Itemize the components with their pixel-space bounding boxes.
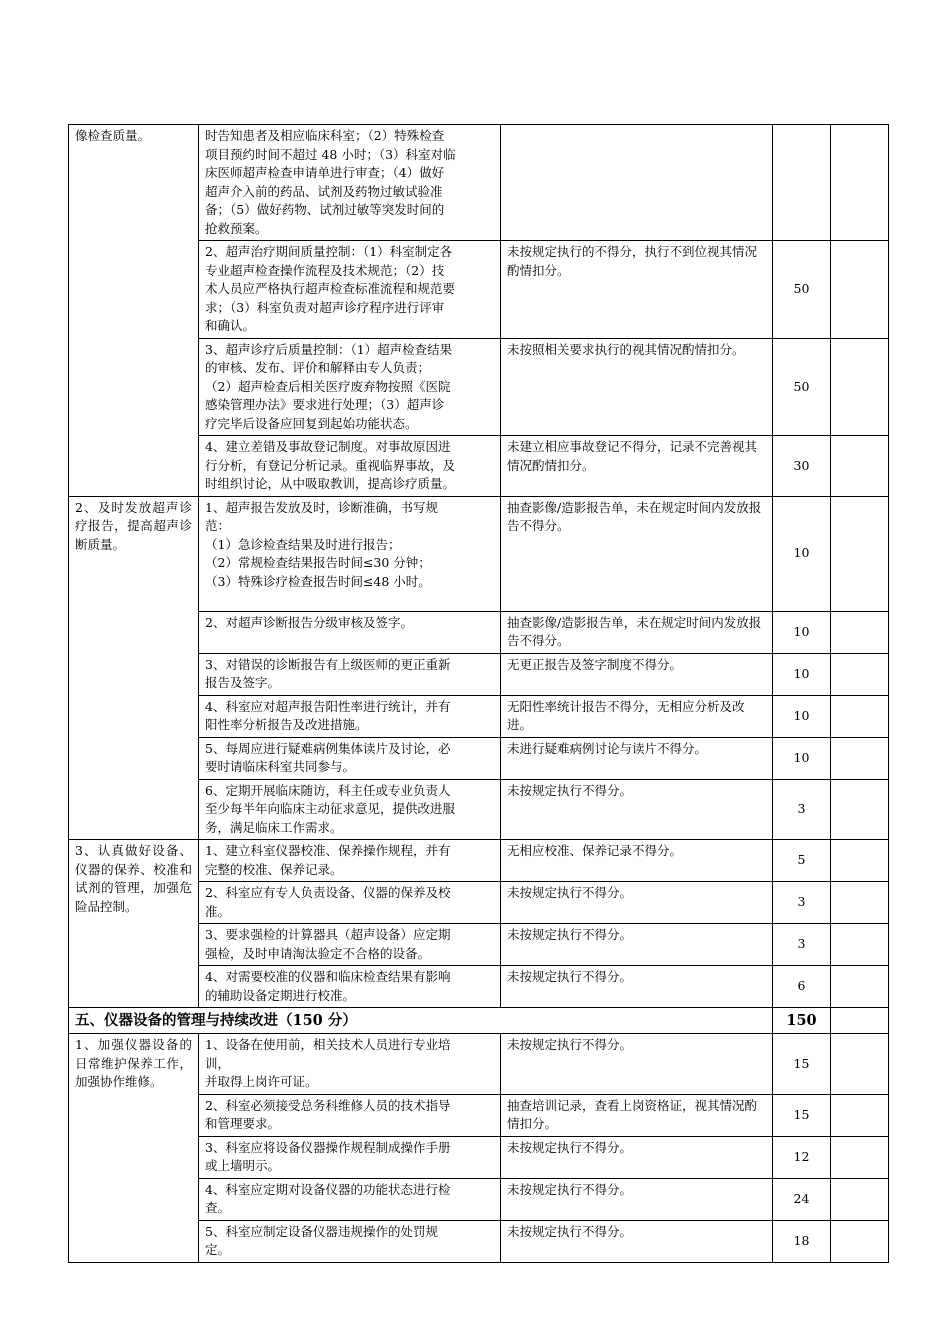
score-cell: 3 — [773, 882, 831, 924]
requirement-cell — [199, 1094, 501, 1136]
requirement-line: 行分析，有登记分析记录。重视临界事故，及 — [205, 457, 456, 473]
blank-cell — [831, 1178, 889, 1220]
requirement-line: 时组织讨论，从中吸取教训，提高诊疗质量。 — [205, 476, 456, 491]
criteria-cell: 抽查影像/造影报告单，未在规定时间内发放报告不得分。 — [501, 611, 773, 653]
criteria-cell: 未按规定执行不得分。 — [501, 966, 773, 1008]
requirement-line: 疗完毕后设备应回复到起始功能状态。 — [205, 415, 418, 431]
score-cell — [773, 125, 831, 241]
requirement-line: 阳性率分析报告及改进措施。 — [205, 717, 368, 732]
blank-cell — [831, 1008, 889, 1034]
requirement-line: 2、超声治疗期间质量控制：（1）科室制定各 — [205, 244, 453, 259]
criteria-cell — [501, 125, 773, 241]
requirement-line: （2）常规检查结果报告时间≤30 分钟； — [205, 555, 431, 570]
blank-cell — [831, 1136, 889, 1178]
criteria-cell: 未按规定执行的不得分，执行不到位视其情况酌情扣分。 — [501, 241, 773, 339]
requirement-cell — [199, 125, 501, 241]
criteria-cell: 无相应校准、保养记录不得分。 — [501, 840, 773, 882]
criteria-cell: 未进行疑难病例讨论与读片不得分。 — [501, 737, 773, 779]
table-row — [69, 125, 889, 241]
table-row — [69, 496, 889, 611]
criteria-cell: 未按规定执行不得分。 — [501, 1136, 773, 1178]
requirement-cell — [199, 840, 501, 882]
blank-cell — [831, 1094, 889, 1136]
requirement-line: 报告及签字。 — [205, 675, 281, 690]
requirement-line: 或上墙明示。 — [205, 1158, 281, 1173]
blank-cell — [831, 611, 889, 653]
requirement-cell — [199, 737, 501, 779]
table-body — [69, 125, 889, 1263]
criteria-cell: 抽查影像/造影报告单，未在规定时间内发放报告不得分。 — [501, 496, 773, 611]
section-header-row — [69, 1008, 889, 1034]
score-cell: 15 — [773, 1094, 831, 1136]
requirement-line: 3、科室应将设备仪器操作规程制成操作手册 — [205, 1139, 451, 1155]
requirement-cell — [199, 611, 501, 653]
requirement-line: 要时请临床科室共同参与。 — [205, 759, 356, 774]
requirement-line: 感染管理办法》要求进行处理；（3）超声诊 — [205, 397, 445, 412]
requirement-line: （3）特殊诊疗检查报告时间≤48 小时。 — [205, 573, 431, 589]
requirement-line: 和确认。 — [205, 318, 256, 333]
requirement-line: 的审核、发布、评价和解释由专人负责； — [205, 360, 431, 375]
requirement-line: 2、科室必须接受总务科维修人员的技术指导 — [205, 1097, 451, 1113]
requirement-line: 训， — [205, 1055, 231, 1071]
requirement-line: 项目预约时间不超过 48 小时；（3）科室对临 — [205, 146, 456, 162]
requirement-line: 抢救预案。 — [205, 220, 268, 236]
blank-cell — [831, 241, 889, 339]
requirement-line: 并取得上岗许可证。 — [205, 1074, 318, 1089]
requirement-line: 3、对错误的诊断报告有上级医师的更正重新 — [205, 656, 451, 672]
requirement-line: 2、科室应有专人负责设备、仪器的保养及校 — [205, 885, 451, 900]
blank-cell — [831, 840, 889, 882]
blank-cell — [831, 436, 889, 497]
blank-cell — [831, 882, 889, 924]
requirement-cell — [199, 779, 501, 840]
blank-cell — [831, 1034, 889, 1095]
requirement-line: 3、要求强检的计算器具（超声设备）应定期 — [205, 927, 451, 942]
requirement-cell — [199, 338, 501, 436]
item-cell: 像检查质量。 — [69, 125, 199, 497]
requirement-line: （2）超声检查后相关医疗废弃物按照《医院 — [205, 378, 451, 394]
requirement-line: 5、科室应制定设备仪器违规操作的处罚规 — [205, 1223, 438, 1239]
requirement-cell — [199, 924, 501, 966]
criteria-cell: 未按规定执行不得分。 — [501, 1178, 773, 1220]
requirement-line: 的辅助设备定期进行校准。 — [205, 987, 356, 1003]
requirement-cell — [199, 882, 501, 924]
requirement-cell — [199, 695, 501, 737]
blank-cell — [831, 966, 889, 1008]
requirement-line: 5、每周应进行疑难病例集体读片及讨论，必 — [205, 740, 451, 756]
score-cell: 10 — [773, 695, 831, 737]
table-row — [69, 1034, 889, 1095]
criteria-cell: 无阳性率统计报告不得分，无相应分析及改进。 — [501, 695, 773, 737]
requirement-line: 6、定期开展临床随访，科主任或专业负责人 — [205, 782, 451, 798]
score-cell: 3 — [773, 924, 831, 966]
score-cell: 24 — [773, 1178, 831, 1220]
criteria-cell: 未建立相应事故登记不得分，记录不完善视其情况酌情扣分。 — [501, 436, 773, 497]
requirement-line: 求；（3）科室负责对超声诊疗程序进行评审 — [205, 299, 445, 315]
requirement-line: 查。 — [205, 1200, 231, 1215]
score-cell: 12 — [773, 1136, 831, 1178]
score-cell: 6 — [773, 966, 831, 1008]
blank-cell — [831, 125, 889, 241]
requirement-line: 1、设备在使用前，相关技术人员进行专业培 — [205, 1037, 451, 1052]
score-cell: 10 — [773, 611, 831, 653]
score-cell: 10 — [773, 653, 831, 695]
score-cell: 50 — [773, 338, 831, 436]
requirement-line: 4、科室应对超声报告阳性率进行统计，并有 — [205, 698, 451, 714]
requirement-cell — [199, 1178, 501, 1220]
requirement-line: 准。 — [205, 903, 231, 919]
requirement-line: 定。 — [205, 1242, 231, 1257]
criteria-cell: 未按规定执行不得分。 — [501, 882, 773, 924]
blank-cell — [831, 737, 889, 779]
requirement-line: 范： — [205, 518, 231, 533]
requirement-line: 床医师超声检查申请单进行审查；（4）做好 — [205, 165, 445, 180]
blank-cell — [831, 338, 889, 436]
score-cell: 30 — [773, 436, 831, 497]
score-cell: 3 — [773, 779, 831, 840]
requirement-line: 3、超声诊疗后质量控制：（1）超声检查结果 — [205, 341, 453, 357]
score-cell: 50 — [773, 241, 831, 339]
requirement-line: 完整的校准、保养记录。 — [205, 861, 343, 877]
requirement-line: 1、超声报告发放及时，诊断准确，书写规 — [205, 499, 438, 515]
score-cell: 10 — [773, 737, 831, 779]
requirement-cell — [199, 241, 501, 339]
requirement-line: 专业超声检查操作流程及技术规范；（2）技 — [205, 262, 445, 278]
requirement-cell — [199, 653, 501, 695]
requirement-line: 备；（5）做好药物、试剂过敏等突发时间的 — [205, 202, 445, 217]
blank-cell — [831, 1220, 889, 1262]
requirement-cell — [199, 1220, 501, 1262]
section-score: 150 — [773, 1008, 831, 1034]
table-row — [69, 840, 889, 882]
requirement-cell — [199, 496, 501, 611]
criteria-cell: 未按规定执行不得分。 — [501, 779, 773, 840]
item-cell: 3、认真做好设备、仪器的保养、校准和试剂的管理，加强危险品控制。 — [69, 840, 199, 1008]
requirement-line: 至少每半年向临床主动征求意见，提供改进服 — [205, 801, 456, 816]
section-title: 五、仪器设备的管理与持续改进（150 分） — [69, 1008, 773, 1034]
evaluation-table — [68, 124, 889, 1263]
criteria-cell: 无更正报告及签字制度不得分。 — [501, 653, 773, 695]
requirement-cell — [199, 1034, 501, 1095]
requirement-line: 4、科室应定期对设备仪器的功能状态进行检 — [205, 1181, 451, 1197]
requirement-line: 术人员应严格执行超声检查标准流程和规范要 — [205, 281, 456, 296]
requirement-line: 1、建立科室仪器校准、保养操作规程，并有 — [205, 843, 451, 858]
score-cell: 10 — [773, 496, 831, 611]
criteria-cell: 未按规定执行不得分。 — [501, 1034, 773, 1095]
blank-cell — [831, 653, 889, 695]
blank-cell — [831, 779, 889, 840]
item-cell: 2、及时发放超声诊疗报告，提高超声诊断质量。 — [69, 496, 199, 840]
requirement-line: 2、对超声诊断报告分级审核及签字。 — [205, 614, 413, 630]
criteria-cell: 未按照相关要求执行的视其情况酌情扣分。 — [501, 338, 773, 436]
requirement-line: 强检，及时申请淘汰验定不合格的设备。 — [205, 945, 431, 961]
requirement-line: 务，满足临床工作需求。 — [205, 819, 343, 835]
requirement-line: （1）急诊检查结果及时进行报告； — [205, 536, 401, 552]
requirement-line: 和管理要求。 — [205, 1116, 281, 1131]
blank-cell — [831, 695, 889, 737]
score-cell: 5 — [773, 840, 831, 882]
requirement-line: 超声介入前的药品、试剂及药物过敏试验准 — [205, 183, 443, 199]
criteria-cell: 未按规定执行不得分。 — [501, 1220, 773, 1262]
criteria-cell: 未按规定执行不得分。 — [501, 924, 773, 966]
score-cell: 15 — [773, 1034, 831, 1095]
requirement-line: 4、对需要校准的仪器和临床检查结果有影响 — [205, 969, 451, 984]
blank-cell — [831, 924, 889, 966]
requirement-line: 时告知患者及相应临床科室；（2）特殊检查 — [205, 128, 445, 143]
requirement-cell — [199, 1136, 501, 1178]
score-cell: 18 — [773, 1220, 831, 1262]
requirement-cell — [199, 436, 501, 497]
blank-cell — [831, 496, 889, 611]
criteria-cell: 抽查培训记录，查看上岗资格证，视其情况酌情扣分。 — [501, 1094, 773, 1136]
item-cell: 1、加强仪器设备的日常维护保养工作，加强协作维修。 — [69, 1034, 199, 1263]
requirement-line: 4、建立差错及事故登记制度。对事故原因进 — [205, 439, 451, 454]
requirement-cell — [199, 966, 501, 1008]
